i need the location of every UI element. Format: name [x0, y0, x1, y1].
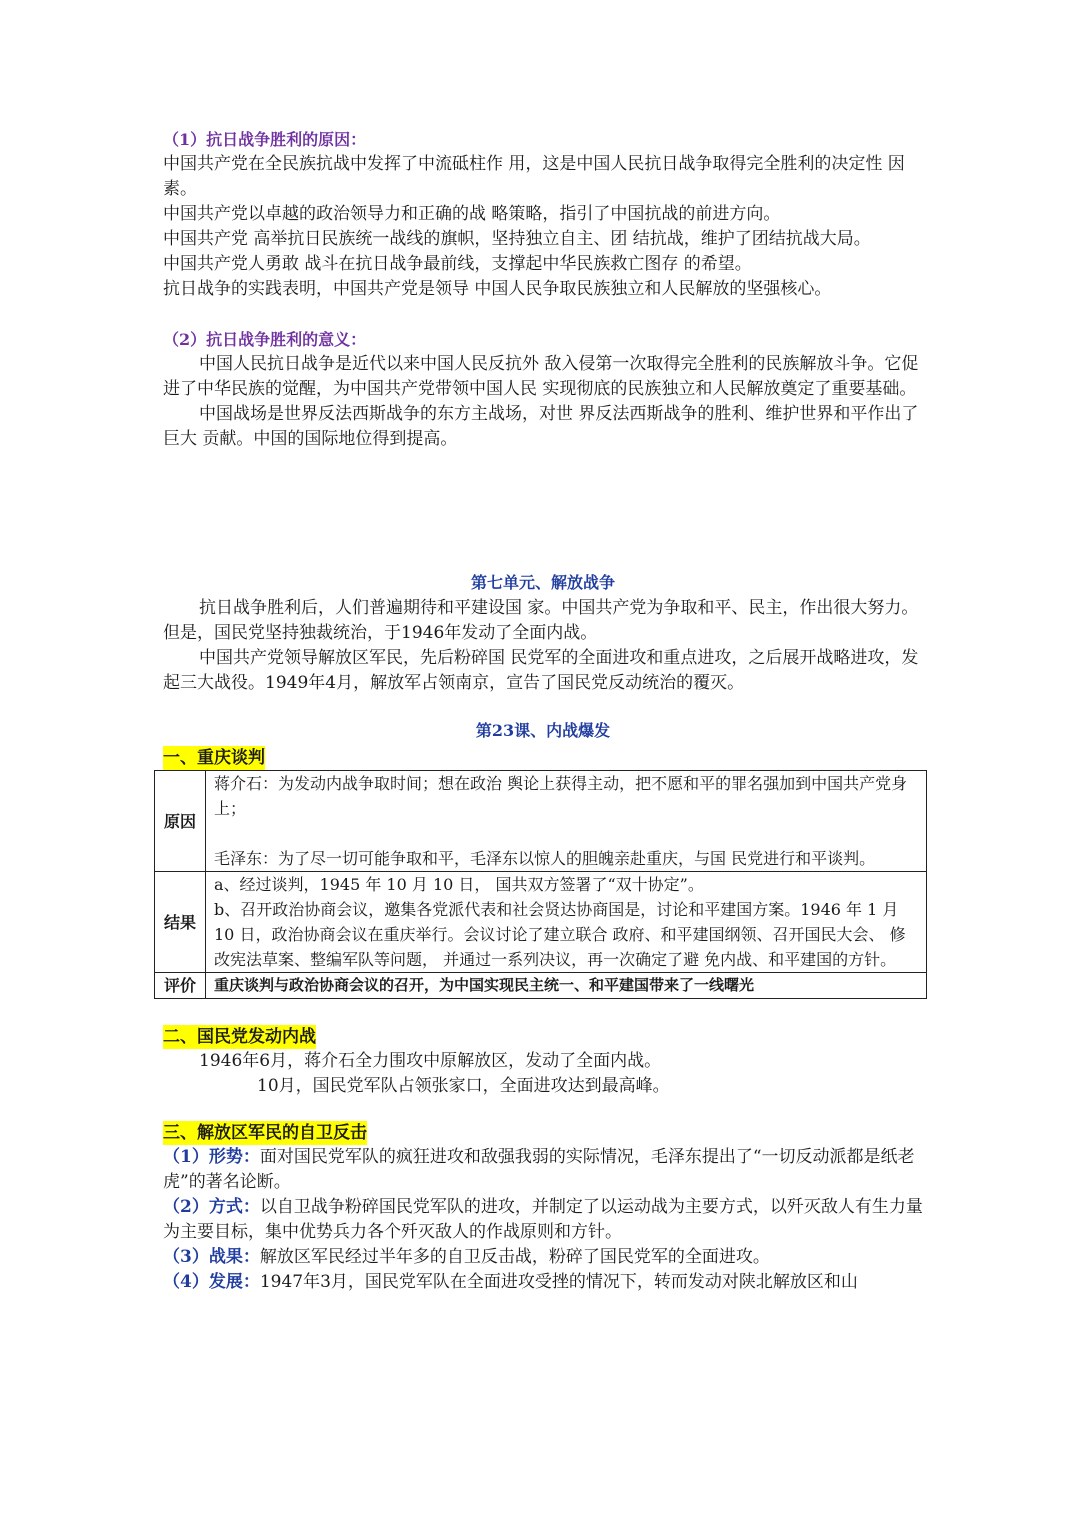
item-label: （2）方式： — [163, 1197, 260, 1217]
cell-line: 毛泽东：为了尽一切可能争取和平，毛泽东以惊人的胆魄亲赴重庆，与国 民党进行和平谈判。 — [214, 849, 876, 868]
list-item — [163, 1195, 923, 1245]
paragraph: 中国共产党 高举抗日民族统一战线的旗帜，坚持独立自主、团 结抗战，维护了团结抗战大局。 — [163, 229, 871, 249]
part1-heading-wrap — [163, 746, 923, 770]
table-row — [155, 973, 927, 999]
row-content — [206, 771, 927, 872]
paragraph: 抗日战争的实践表明，中国共产党是领导 中国人民争取民族独立和人民解放的坚强核心。 — [163, 279, 832, 299]
part2-heading: 二、国民党发动内战 — [163, 1027, 316, 1047]
list-item — [163, 1245, 923, 1270]
row-label: 结果 — [155, 872, 206, 973]
cell-line: a、经过谈判，1945 年 10 月 10 日， 国共双方签署了“双十协定”。 — [214, 875, 704, 894]
paragraph: 中国共产党领导解放区军民，先后粉碎国 民党军的全面进攻和重点进攻，之后展开战略进攻，发起三大战役。1949年4月，解放军占领南京，宣告了国民党反动统治的覆灭。 — [163, 648, 919, 693]
lesson-title: 第23课、内战爆发 — [475, 721, 611, 740]
row-content — [206, 872, 927, 973]
section-heading-significance: （2）抗日战争胜利的意义： — [163, 330, 367, 349]
paragraph: 中国战场是世界反法西斯战争的东方主战场，对世 界反法西斯战争的胜利、维护世界和平作出了巨大 贡献。中国的国际地位得到提高。 — [163, 404, 919, 449]
item-text: 面对国民党军队的疯狂进攻和敌强我弱的实际情况，毛泽东提出了“一切反动派都是纸老虎”的著名论断。 — [163, 1147, 915, 1192]
row-content — [206, 973, 927, 999]
cell-spacer — [214, 821, 918, 846]
item-label: （3）战果： — [163, 1247, 260, 1267]
section-heading-causes: （1）抗日战争胜利的原因： — [163, 130, 367, 149]
chongqing-table — [154, 770, 927, 999]
table-row — [155, 771, 927, 872]
paragraph: 1946年6月，蒋介石全力围攻中原解放区，发动了全面内战。 — [199, 1051, 662, 1071]
paragraph: 中国共产党在全民族抗战中发挥了中流砥柱作 用，这是中国人民抗日战争取得完全胜利的决定性 因素。 — [163, 154, 905, 199]
document-page — [163, 128, 923, 1295]
item-text: 解放区军民经过半年多的自卫反击战，粉碎了国民党军的全面进攻。 — [259, 1247, 770, 1267]
list-item — [163, 1145, 923, 1195]
cell-line: 重庆谈判与政治协商会议的召开，为中国实现民主统一、和平建国带来了一线曙光 — [214, 976, 755, 994]
item-label: （4）发展： — [163, 1272, 260, 1292]
paragraph: 10月，国民党军队占领张家口，全面进攻达到最高峰。 — [257, 1076, 670, 1096]
paragraph: 中国共产党以卓越的政治领导力和正确的战 略策略，指引了中国抗战的前进方向。 — [163, 204, 781, 224]
unit-title: 第七单元、解放战争 — [470, 573, 615, 592]
part2-heading-wrap — [163, 1025, 923, 1049]
item-label: （1）形势： — [163, 1147, 260, 1167]
part3-heading: 三、解放区军民的自卫反击 — [163, 1123, 367, 1143]
paragraph: 中国人民抗日战争是近代以来中国人民反抗外 敌入侵第一次取得完全胜利的民族解放斗争。它促 进了中华民族的觉醒，为中国共产党带领中国人民 实现彻底的民族独立和人民解放奠定了重要基础。 — [163, 354, 919, 399]
cell-line: 蒋介石：为发动内战争取时间；想在政治 舆论上获得主动，把不愿和平的罪名强加到中国共产党身上； — [214, 774, 908, 818]
cell-line: b、召开政治协商会议，邀集各党派代表和社会贤达协商国是，讨论和平建国方案。1946 年 1 月 10 日，政治协商会议在重庆举行。会议讨论了建立联合 政府、和平建国纲领、召开国民大会、 修改宪法草案、整编军队等问题， 并通过一系列决议，再一次确定了避 免内战、和平建国的方针。 — [214, 900, 906, 969]
list-item — [163, 1270, 923, 1295]
paragraph: 抗日战争胜利后，人们普遍期待和平建设国 家。中国共产党为争取和平、民主，作出很大努力。但是，国民党坚持独裁统治，于1946年发动了全面内战。 — [163, 598, 919, 643]
item-text: 1947年3月，国民党军队在全面进攻受挫的情况下，转而发动对陕北解放区和山 — [259, 1272, 858, 1292]
row-label: 原因 — [155, 771, 206, 872]
table-row — [155, 872, 927, 973]
paragraph: 中国共产党人勇敢 战斗在抗日战争最前线，支撑起中华民族救亡图存 的希望。 — [163, 254, 752, 274]
part3-heading-wrap — [163, 1121, 923, 1145]
row-label: 评价 — [155, 973, 206, 999]
item-text: 以自卫战争粉碎国民党军队的进攻，并制定了以运动战为主要方式，以歼灭敌人有生力量为主要目标，集中优势兵力各个歼灭敌人的作战原则和方针。 — [163, 1197, 923, 1242]
part1-heading: 一、重庆谈判 — [163, 748, 265, 768]
